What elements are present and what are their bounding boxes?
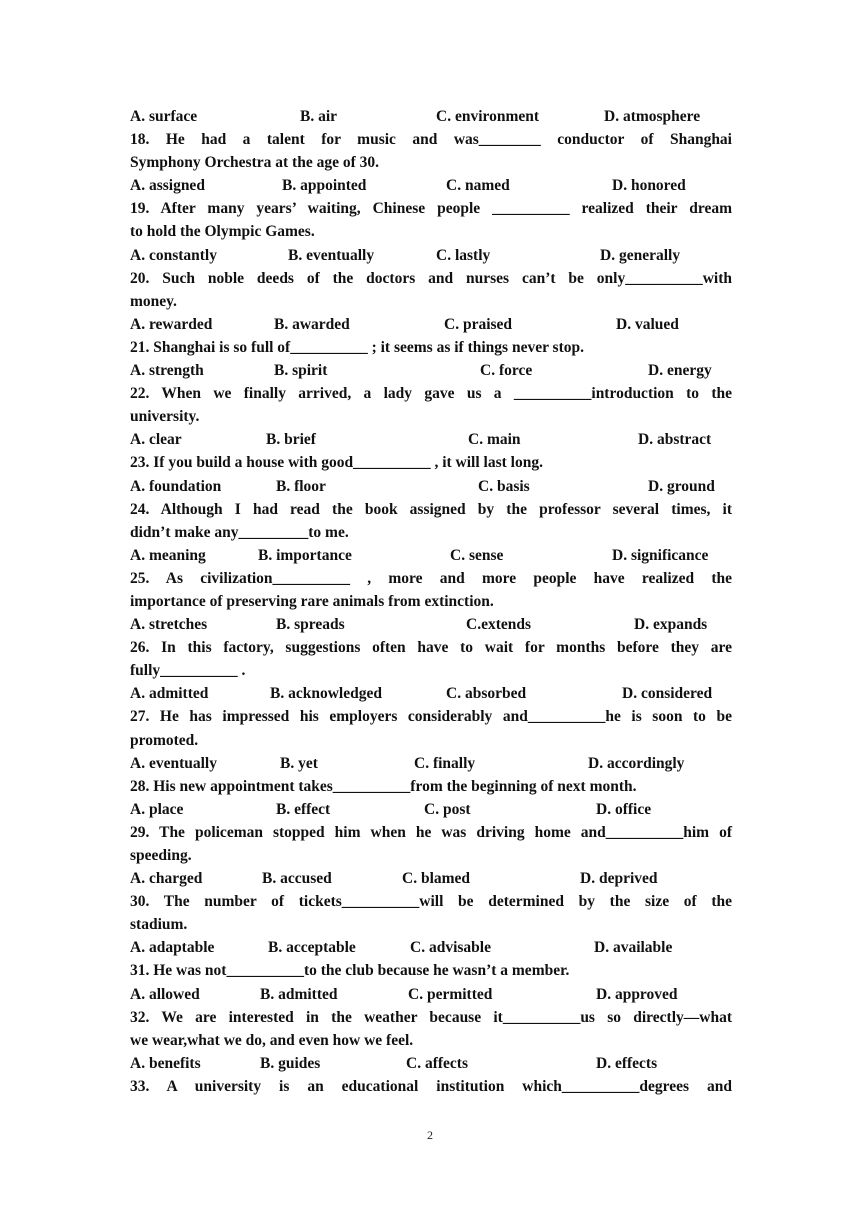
option-d: D. significance — [612, 546, 709, 564]
question-text-line: 23. If you build a house with good__________ , it will last long. — [130, 454, 543, 472]
question-text-line: 22. When we finally arrived, a lady gave us a __________introduction to the — [130, 385, 732, 403]
answer-options — [130, 359, 732, 382]
option-c: C. basis — [478, 477, 530, 495]
option-d: D. abstract — [638, 431, 712, 449]
option-c: C. advisable — [410, 939, 491, 957]
option-b: B. spirit — [274, 362, 328, 380]
option-d: D. effects — [596, 1054, 658, 1072]
option-b: B. brief — [266, 431, 316, 449]
option-b: B. air — [300, 108, 338, 125]
question-text-line: we wear,what we do, and even how we feel. — [130, 1031, 414, 1049]
question-text-line: university. — [130, 408, 200, 426]
page-number: 2 — [427, 1128, 433, 1142]
question-text-line: money. — [130, 292, 177, 310]
answer-options — [130, 983, 732, 1006]
option-d: D. deprived — [580, 870, 658, 888]
question-text-line: 20. Such noble deeds of the doctors and nurses can’t be only__________with — [130, 269, 732, 287]
question-text-line: didn’t make any_________to me. — [130, 523, 349, 541]
answer-options — [130, 244, 732, 267]
option-a: A. constantly — [130, 246, 217, 264]
option-b: B. yet — [280, 754, 318, 772]
option-d: D. considered — [622, 685, 713, 703]
question-text-line: 25. As civilization__________ , more and more people have realized the — [130, 569, 732, 587]
option-b: B. guides — [260, 1054, 321, 1072]
option-c: C. environment — [436, 108, 540, 125]
option-c: C. praised — [444, 315, 513, 333]
option-d: D. available — [594, 939, 673, 957]
question-text-line: promoted. — [130, 731, 199, 749]
question-text-line: 28. His new appointment takes__________from the beginning of next month. — [130, 777, 637, 795]
question-text-line: 33. A university is an educational institution which__________degrees and — [130, 1077, 732, 1095]
option-c: C. sense — [450, 546, 504, 564]
option-a: A. foundation — [130, 477, 222, 495]
question-text-line: 30. The number of tickets__________will be determined by the size of the — [130, 893, 732, 911]
question-text-line: speeding. — [130, 847, 192, 864]
option-a: A. eventually — [130, 754, 217, 772]
option-d: D. honored — [612, 177, 686, 195]
option-c: C. named — [446, 177, 510, 195]
option-d: D. ground — [648, 477, 715, 495]
option-a: A. place — [130, 800, 184, 818]
answer-options — [130, 1052, 732, 1075]
option-d: D. valued — [616, 315, 679, 333]
answer-options — [130, 475, 732, 498]
option-b: B. awarded — [274, 315, 350, 333]
question-text-line: 29. The policeman stopped him when he was driving home and__________him of — [130, 823, 732, 841]
question-text-line: 24. Although I had read the book assigned by the professor several times, it — [130, 500, 732, 518]
answer-options — [130, 867, 732, 890]
option-c: C. absorbed — [446, 685, 527, 703]
option-c: C.extends — [466, 616, 532, 634]
option-b: B. floor — [276, 477, 326, 495]
option-a: A. admitted — [130, 685, 209, 703]
document-body — [130, 105, 732, 1098]
option-a: A. rewarded — [130, 315, 213, 333]
option-d: D. accordingly — [588, 754, 685, 772]
option-d: D. atmosphere — [604, 108, 701, 125]
option-c: C. main — [468, 431, 521, 449]
question-text-line: stadium. — [130, 916, 188, 934]
answer-options — [130, 174, 732, 197]
option-a: A. stretches — [130, 616, 208, 634]
question-text-line: to hold the Olympic Games. — [130, 223, 315, 241]
option-c: C. permitted — [408, 985, 493, 1003]
option-c: C. finally — [414, 754, 476, 772]
option-b: B. acknowledged — [270, 685, 382, 703]
option-a: A. clear — [130, 431, 182, 449]
option-b: B. effect — [276, 800, 331, 818]
option-b: B. eventually — [288, 246, 375, 264]
option-a: A. assigned — [130, 177, 205, 195]
option-c: C. force — [480, 362, 533, 380]
option-a: A. benefits — [130, 1054, 201, 1072]
question-text-line: 26. In this factory, suggestions often have to wait for months before they are — [130, 639, 732, 657]
question-text-line: 32. We are interested in the weather because it__________us so directly—what — [130, 1008, 732, 1026]
answer-options — [130, 613, 732, 636]
question-text-line: 31. He was not__________to the club because he wasn’t a member. — [130, 962, 570, 980]
option-b: B. importance — [258, 546, 352, 564]
option-a: A. allowed — [130, 985, 200, 1003]
answer-options — [130, 544, 732, 567]
option-a: A. meaning — [130, 546, 206, 564]
option-b: B. accused — [262, 870, 332, 888]
option-d: D. generally — [600, 246, 681, 264]
answer-options — [130, 313, 732, 336]
answer-options — [130, 682, 732, 705]
answer-options — [130, 105, 732, 128]
question-text-line: 19. After many years’ waiting, Chinese people __________ realized their dream — [130, 200, 732, 218]
option-c: C. post — [424, 800, 471, 818]
option-c: C. affects — [406, 1054, 468, 1072]
question-text-line: fully__________ . — [130, 662, 246, 680]
answer-options — [130, 936, 732, 959]
question-text-line: 27. He has impressed his employers considerably and__________he is soon to be — [130, 708, 732, 726]
answer-options — [130, 798, 732, 821]
question-text-line: Symphony Orchestra at the age of 30. — [130, 154, 379, 172]
option-d: D. energy — [648, 362, 712, 380]
option-c: C. lastly — [436, 246, 491, 264]
answer-options — [130, 428, 732, 451]
option-a: A. adaptable — [130, 939, 215, 957]
option-d: D. expands — [634, 616, 708, 634]
option-b: B. appointed — [282, 177, 367, 195]
option-c: C. blamed — [402, 870, 471, 888]
question-text-line: 18. He had a talent for music and was________ conductor of Shanghai — [130, 131, 732, 149]
option-d: D. approved — [596, 985, 678, 1003]
option-a: A. strength — [130, 362, 204, 380]
option-b: B. acceptable — [268, 939, 356, 957]
option-a: A. charged — [130, 870, 203, 888]
question-text-line: importance of preserving rare animals from extinction. — [130, 592, 494, 610]
option-d: D. office — [596, 800, 652, 818]
option-b: B. admitted — [260, 985, 338, 1003]
option-b: B. spreads — [276, 616, 345, 634]
question-text-line: 21. Shanghai is so full of__________ ; it seems as if things never stop. — [130, 338, 584, 356]
answer-options — [130, 752, 732, 775]
option-a: A. surface — [130, 108, 198, 125]
